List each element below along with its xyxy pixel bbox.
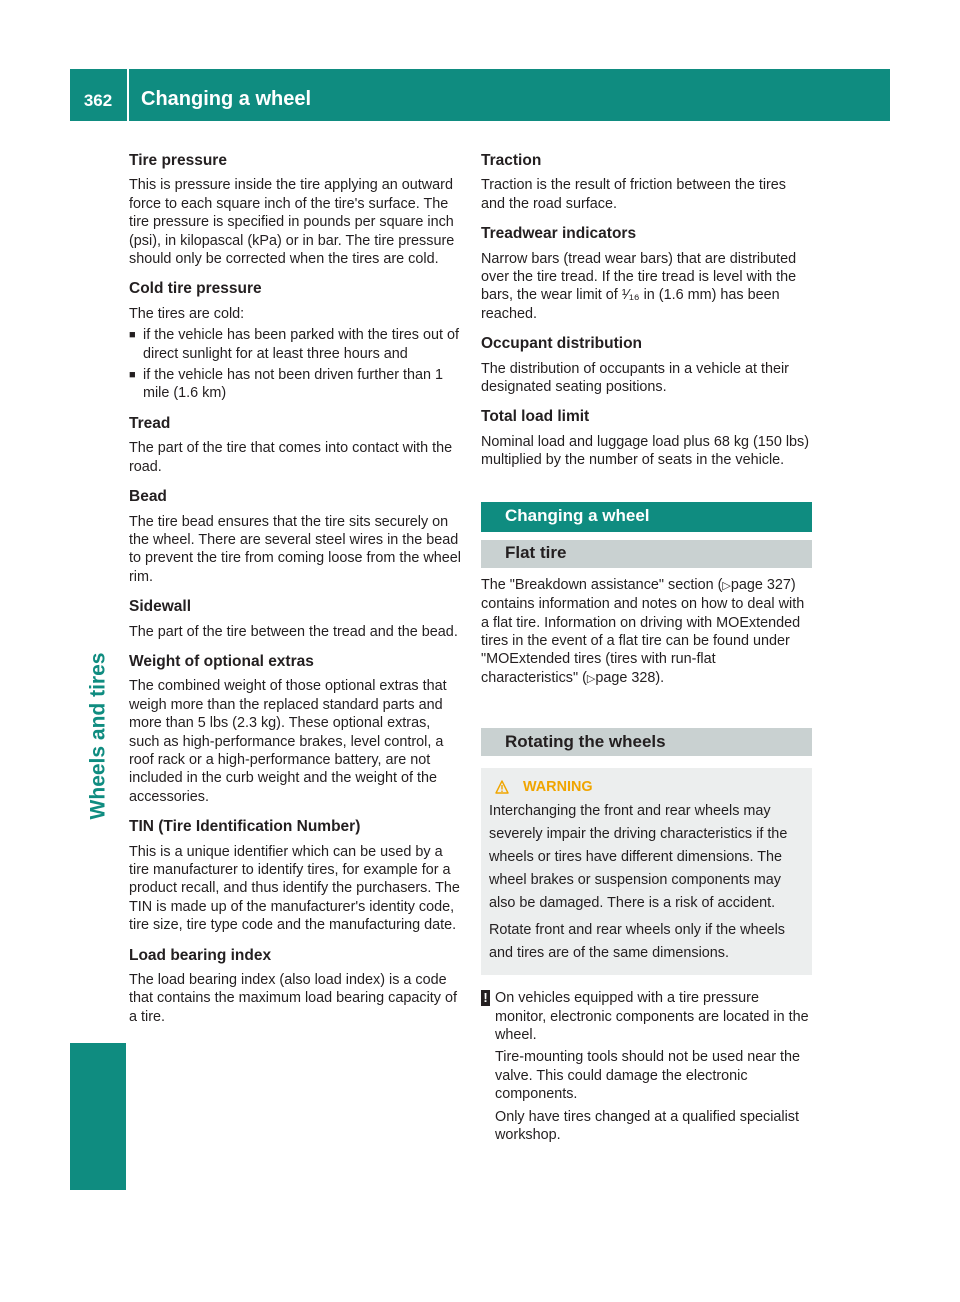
section-heading: Occupant distribution: [481, 335, 643, 353]
section-treadwear-indicators: [481, 225, 812, 323]
section-body: Nominal load and luggage load plus 68 kg (150 lbs) multiplied by the number of seats in the vehicle.: [481, 433, 810, 469]
section-heading-rotating-wheels: Rotating the wheels: [481, 728, 812, 756]
section-body: Narrow bars (tread wear bars) that are distributed over the tire tread. If the tire tread is level with the bars, the wear limit of ¹⁄₁₆ in (1.6 mm) has been reached.: [481, 250, 797, 322]
section-body: The load bearing index (also load index) is a code that contains the maximum load bearing capacity of a tire.: [129, 972, 457, 1025]
section-body: This is pressure inside the tire applying an outward force to each square inch of the tire's surface. The tire pressure is specified in pounds per square inch (psi), in kilopascal (kPa) or in bar. The tire pressure should only be corrected when the tires are cold.: [129, 177, 455, 268]
chapter-heading-changing-a-wheel: Changing a wheel: [481, 502, 812, 532]
warning-text: Interchanging the front and rear wheels may severely impair the driving characteristics if the wheels or tires have different dimensions. The wheel brakes or suspension components may also be damaged. There is a risk of accident.: [489, 803, 788, 912]
note-text: On vehicles equipped with a tire pressure monitor, electronic components are located in the wheel.: [495, 990, 809, 1043]
warning-header: [489, 778, 804, 796]
section-heading: Tread: [129, 414, 171, 432]
note-box: [481, 989, 812, 1144]
section-occupant-distribution: [481, 335, 812, 396]
section-body: The tire bead ensures that the tire sits securely on the wheel. There are several steel wires in the bead to prevent the tire from coming loose from the wheel rim.: [129, 513, 461, 585]
bullet-list: [129, 326, 462, 403]
right-column: [481, 152, 812, 1148]
section-heading: TIN (Tire Identification Number): [129, 818, 361, 836]
left-column: [129, 152, 462, 1038]
note-text: Only have tires changed at a qualified specialist workshop.: [495, 1108, 799, 1143]
section-body: The part of the tire between the tread and the bead.: [129, 623, 458, 640]
section-heading: Traction: [481, 152, 542, 169]
section-body: The combined weight of those optional extras that weigh more than the replaced standard parts and more than 5 lbs (2.3 kg). These optional extras, such as high-performance brakes, level control, a roof rack or a high-performance battery, are not included in the curb weight and the weight of the accessories.: [129, 678, 447, 805]
section-heading: Weight of optional extras: [129, 652, 314, 670]
side-tab-marker: [70, 1043, 126, 1190]
section-heading: Total load limit: [481, 408, 590, 426]
list-item: ■ if the vehicle has not been driven further than 1 mile (1.6 km): [129, 367, 443, 402]
section-body: The distribution of occupants in a vehicle at their designated seating positions.: [481, 360, 789, 396]
page-ref-arrow-icon: ▷: [722, 579, 731, 592]
section-heading: Bead: [129, 488, 167, 506]
page-ref-arrow-icon: ▷: [586, 672, 596, 685]
section-body: This is a unique identifier which can be used by a tire manufacturer to identify tires, for example for a product recall, and thus identify the purchasers. The TIN is made up of the manufacturer's identity code, tire size, tire type code and the manufacturing date.: [129, 843, 460, 934]
section-sidewall: [129, 598, 462, 641]
side-tab-label: Wheels and tires: [86, 652, 110, 820]
section-traction: [481, 152, 812, 213]
section-heading: Tire pressure: [129, 152, 227, 169]
warning-text: Rotate front and rear wheels only if the wheels and tires are of the same dimensions.: [489, 922, 785, 962]
section-total-load-limit: [481, 408, 812, 469]
exclamation-icon: !: [481, 990, 490, 1006]
bullet-icon: ■: [129, 369, 136, 382]
section-heading-flat-tire: Flat tire: [481, 540, 812, 568]
section-intro: The tires are cold:: [129, 305, 245, 322]
section-weight-optional-extras: [129, 653, 462, 806]
page-title: Changing a wheel: [141, 88, 312, 110]
side-tab: [68, 586, 128, 886]
note-text: Tire-mounting tools should not be used near the valve. This could damage the electronic components.: [495, 1049, 801, 1103]
warning-label: WARNING: [523, 779, 593, 796]
section-cold-tire-pressure: [129, 280, 462, 402]
list-item: ■ if the vehicle has been parked with the tires out of direct sunlight for at least three hours and: [129, 327, 459, 362]
warning-box: [481, 768, 812, 975]
section-load-bearing-index: [129, 947, 462, 1027]
header-divider: [127, 69, 129, 121]
page-ref-link[interactable]: page 328: [595, 669, 656, 686]
section-heading: Load bearing index: [129, 946, 272, 964]
section-heading: Cold tire pressure: [129, 280, 262, 298]
section-tin: [129, 818, 462, 934]
flat-tire-body: The "Breakdown assistance" section (▷page 327) contains information and notes on how to deal with a flat tire. Information on driving with MOExtended tires in the event of a flat tire can be found under "MOExtended tires (tires with run-flat characteristics" (▷page 328).: [481, 576, 805, 686]
section-tire-pressure: [129, 152, 462, 268]
section-body: Traction is the result of friction between the tires and the road surface.: [481, 177, 787, 212]
page-ref-link[interactable]: page 327: [730, 576, 791, 593]
bullet-icon: ■: [129, 329, 136, 342]
page-number: 362: [83, 91, 113, 110]
warning-triangle-icon: [495, 780, 509, 794]
section-tread: [129, 415, 462, 476]
section-heading: Sidewall: [129, 598, 192, 616]
section-bead: [129, 488, 462, 586]
section-heading: Treadwear indicators: [481, 225, 637, 243]
section-body: The part of the tire that comes into contact with the road.: [129, 440, 453, 475]
